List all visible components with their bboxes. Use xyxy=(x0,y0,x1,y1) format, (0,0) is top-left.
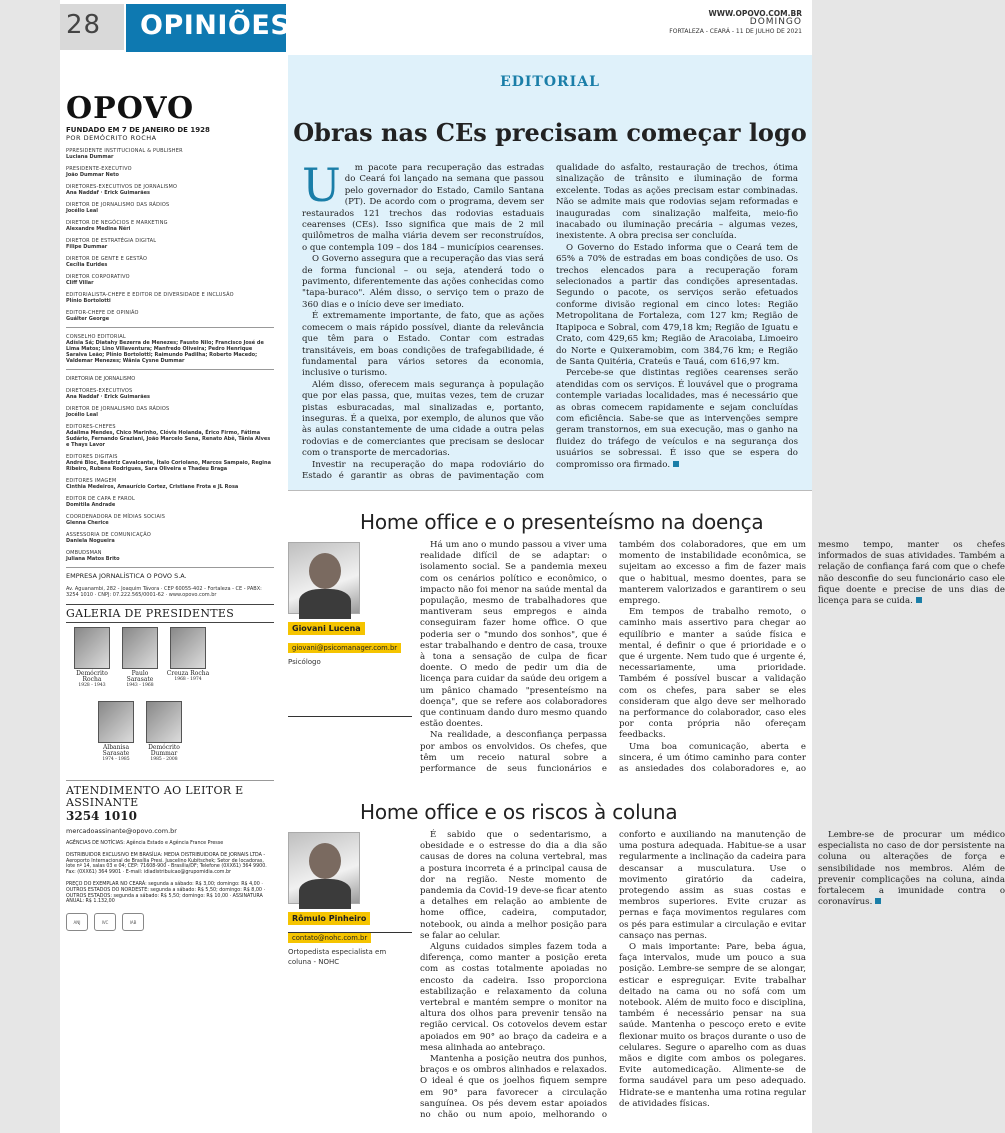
president-photo xyxy=(122,627,158,669)
president-years: 1974 - 1985 xyxy=(102,757,130,762)
staff-entry xyxy=(66,478,274,490)
editorial-paragraph: O Governo assegura que a recuperação das vias será de forma funcional – ou seja, atenderá todo o pavimento, diferentemente das ações conhecidas como "tapa-buraco". Além disso, o serviço tem o prazo de 360 dias e o início deve ser imediato. xyxy=(302,254,544,310)
president-photo xyxy=(170,627,206,669)
news-agencies: AGÊNCIAS DE NOTÍCIAS: Agência Estado e Agência France Presse xyxy=(66,841,224,846)
staff-role: DIRETOR CORPORATIVO xyxy=(66,274,130,280)
editorial-paragraph: Percebe-se que distintas regiões cearenses serão atendidas com os serviços. É louvável que o programa contemple variadas localidades, mas é necessário que as obras comecem rapidamente e sejam concluídas com eficiência. Sabe-se que as intervenções sempre geram transtornos, em sua execução, mas o ganho na fluidez do tráfego de veículos e na segurança dos usuários se sobressai. É isso que se espera do compromisso ora firmado. xyxy=(556,368,798,470)
quote-rule xyxy=(288,716,412,717)
president-card xyxy=(142,701,186,763)
president-photo xyxy=(98,701,134,743)
service-phone[interactable]: 3254 1010 xyxy=(66,809,137,823)
header-weekday: DOMINGO xyxy=(749,17,802,27)
staff-role: DIRETOR DE JORNALISMO DAS RÁDIOS xyxy=(66,202,170,208)
newspaper-page xyxy=(60,0,1005,1133)
quote-rule xyxy=(288,932,412,933)
gallery-title: GALERIA DE PRESIDENTES xyxy=(66,604,274,623)
staff-entry xyxy=(66,406,274,418)
staff-names: Jocélio Leal xyxy=(66,412,98,418)
editorial-paragraph: Além disso, oferecem mais segurança à população que por elas passa, que, muitas vezes, tem de cruzar pistas esburacadas, mal sinalizadas e, portanto, inseguras. É a queixa, por exemplo, de alunos que vão às aulas constantemente de uma cidade a outra pelas rodovias e de comerciantes que precisam se deslocar com o transporte de mercadorias. xyxy=(302,379,544,459)
staff-entry xyxy=(66,166,274,178)
president-years: 1928 - 1943 xyxy=(78,683,106,688)
association-seals xyxy=(66,913,274,931)
article-spine-risks xyxy=(288,800,1005,1130)
staff-entry xyxy=(66,550,274,562)
staff-names: Filipe Dummar xyxy=(66,244,108,250)
council-block xyxy=(66,334,274,364)
editorial-first-paragraph xyxy=(302,158,544,254)
staff-role: DIRETOR DE GENTE E GESTÃO xyxy=(66,256,148,262)
president-name: Creuza Rocha xyxy=(166,670,210,677)
president-name: Demócrito Dummar xyxy=(148,744,180,757)
staff-names: Juliana Matos Brito xyxy=(66,556,120,562)
article-paragraph: Alguns cuidados simples fazem toda a diferença, como manter a posição ereta com as costas totalmente apoiadas no encosto da cadeira. Isso proporciona estabilização e relaxamento da coluna vertebral e mantém sempre o monitor na altura dos olhos para prevenir tensão na região cervical. Os cotovelos devem estar apoiados em 90° ao braço da cadeira e a mesa alinhada ao antebraço. xyxy=(420,942,607,1053)
masthead-sidebar xyxy=(60,55,288,1133)
journalism-staff-list xyxy=(66,388,274,562)
end-mark-icon xyxy=(673,461,679,467)
anj-seal-icon: ANJ xyxy=(66,913,88,931)
staff-names: Plínio Bortolotti xyxy=(66,298,111,304)
president-card xyxy=(94,701,138,763)
editorial-box xyxy=(288,55,812,490)
author-name: Rômulo Pinheiro xyxy=(288,912,370,925)
section-title: OPINIÕES xyxy=(126,4,286,52)
staff-role: COORDENADORA DE MÍDIAS SOCIAIS xyxy=(66,514,166,520)
staff-entry xyxy=(66,202,274,214)
president-name: Albanisa Sarasate xyxy=(102,744,130,757)
president-years: 1985 - 2008 xyxy=(150,757,178,762)
president-photo xyxy=(146,701,182,743)
divider xyxy=(66,567,274,568)
staff-names: Ana Naddaf · Erick Guimarães xyxy=(66,190,150,196)
paragraph-text: m pacote para recuperação das estradas do Ceará foi lançado na semana que passou pelo governador do Estado, Camilo Santana (PT). De acordo com o programa, devem ser restaurados 121 trechos das rodovias estaduais cearenses (CEs). Isso significa que mais de 2 mil quilômetros de malha viária devem ser reconstruídos, o que contempla 109 – dos 184 – municípios cearenses. xyxy=(302,163,544,253)
divider xyxy=(288,490,812,491)
staff-names: Domitila Andrade xyxy=(66,502,116,508)
staff-names: Cecília Eurides xyxy=(66,262,108,268)
author-role: Psicólogo xyxy=(288,658,321,666)
drop-cap: U xyxy=(302,158,341,212)
staff-names: Glenna Cherice xyxy=(66,520,109,526)
council-title: CONSELHO EDITORIAL xyxy=(66,334,126,340)
staff-names: Alexandre Medina Néri xyxy=(66,226,131,232)
ivc-seal-icon: IVC xyxy=(94,913,116,931)
editorial-paragraph: É extremamente importante, de fato, que as ações comecem o mais rápido possível, diante da relevância que têm para o Estado. Contar com estradas transitáveis, em boas condições de trafegabilidade, é fundamental para vários setores da economia, inclusive o turismo. xyxy=(302,311,544,379)
divider xyxy=(66,780,274,781)
end-mark-icon xyxy=(875,898,881,904)
staff-role: OMBUDSMAN xyxy=(66,550,102,556)
staff-entry xyxy=(66,514,274,526)
staff-role: EDITORES-CHEFES xyxy=(66,424,116,430)
journalism-title: DIRETORIA DE JORNALISMO xyxy=(66,376,136,382)
staff-list xyxy=(66,148,274,322)
article-paragraph: É sabido que o sedentarismo, a obesidade e o estresse do dia a dia são causas de dores na coluna vertebral, mas a postura incorreta é a principal causa de dor na região. Neste momento de pandemia da Covid-19 deve-se ficar atento a detalhes em relação ao ambiente de home office, cadeira, computador, notebook, ou ainda a melhor posição para se falar ao celular. xyxy=(420,830,607,941)
staff-role: EDITOR DE CAPA E FAROL xyxy=(66,496,135,502)
divider xyxy=(66,369,274,370)
staff-names: Luciana Dummar xyxy=(66,154,114,160)
distribution-info: DISTRIBUIDOR EXCLUSIVO EM BRASÍLIA: MEDIA DISTRIBUIDORA DE JORNAIS LTDA - Aeroporto Internacional de Brasília Presi. Juscelino Kubitschek; Setor de locadoras, lote nº 14, salas 03 e 04; CEP: 71608-900 - Brasília/DF; Telefone (0XX61) 364 9900. Fax: (0XX61) 364 9901 · E-mail: idiadistribuicao@grupomidia.com.br xyxy=(66,852,267,876)
founded-line: FUNDADO EM 7 DE JANEIRO DE 1928 xyxy=(66,126,210,134)
article-body xyxy=(420,830,1005,1126)
article-paragraph: Uma boa comunicação, aberta e sincera, é um ótimo caminho para conter as ansiedades dos colaboradores e, ao mesmo tempo, manter os chefes informados de suas atividades. Também a relação de confiança fará com que o chefe não desconfie do seu funcionário caso ele fique doente e precise de uns dias de licença para se cuida. xyxy=(619,540,1005,775)
editorial-label: EDITORIAL xyxy=(500,74,600,90)
service-email[interactable]: mercadoassinante@opovo.com.br xyxy=(66,827,177,835)
author-photo xyxy=(288,542,360,614)
staff-role: EDITORIALISTA-CHEFE E EDITOR DE DIVERSIDADE E INCLUSÃO xyxy=(66,292,234,298)
editorial-paragraph: Investir na recuperação do mapa rodoviário do Estado é garantir as obras de pavimentação com qualidade do asfalto, restauração de trechos, ótima sinalização de trânsito e iluminação de forma excelente. Todas as ações precisam estar combinadas. Não se admite mais que rodovias sejam reformadas e inauguradas com sinalização malfeita, meio-fio inacabado ou iluminação precária – algumas vezes, inexistente. A obra precisa ser concluída. xyxy=(302,163,798,481)
price-info: PREÇO DO EXEMPLAR NO CEARÁ: segunda a sábado: R$ 3,00; domingo: R$ 4,00 · OUTROS ESTADOS DO NORDESTE: segunda a sábado: R$ 5,50; domingo: R$ 8,00 · OUTROS ESTADOS: segunda a sábado: R$ 5,50; domingo: R$ 10,00 · ASSINATURA ANUAL: R$ 1.132,00 xyxy=(66,881,266,905)
staff-entry xyxy=(66,292,274,304)
staff-role: PRESIDENTE-EXECUTIVO xyxy=(66,166,132,172)
staff-role: EDITORES DIGITAIS xyxy=(66,454,118,460)
staff-names: André Bloc, Beatriz Cavalcante, Ítalo Coriolano, Marcos Sampaio, Regina Ribeiro, Rubens Rodrigues, Sara Oliveira e Thadeu Braga xyxy=(66,460,271,472)
staff-names: Guálter George xyxy=(66,316,110,322)
founder-line: POR DEMÓCRITO ROCHA xyxy=(66,134,157,142)
company-address: Av. Aguanambi, 282 - Joaquim Távora · CEP 60055-402 - Fortaleza - CE - PABX: 3254 1010 · CNPJ: 07.222.565/0001-62 · www.opovo.com.br xyxy=(66,586,262,598)
author-block xyxy=(288,832,406,967)
president-card xyxy=(118,627,162,689)
staff-names: Cinthia Medeiros, Amaurício Cortez, Cristiane Frota e JL Rosa xyxy=(66,484,239,490)
author-block xyxy=(288,542,406,667)
staff-names: Adailma Mendes, Chico Marinho, Clóvis Holanda, Érico Firmo, Fátima Sudário, Fernando Graziani, João Marcelo Sena, Renato Abê, Tânia Alves e Thays Lavor xyxy=(66,430,271,448)
council-names: Adísia Sá; Diatahy Bezerra de Menezes; Fausto Nilo; Francisco José de Lima Matos; Lino Villaventura; Manfredo Oliveira; Pedro Henrique Saraiva Leão; Plínio Bortolotti; Raimundo Padilha; Roberto Macedo; Valdemar Menezes; Wânia Cysne Dummar xyxy=(66,340,264,364)
editorial-body xyxy=(302,158,798,485)
presidents-gallery xyxy=(66,623,274,775)
president-name: Paulo Sarasate xyxy=(126,670,154,683)
header-url[interactable]: WWW.OPOVO.COM.BR xyxy=(708,9,802,18)
article-paragraph: Em tempos de trabalho remoto, o caminho mais assertivo para chegar ao equilíbrio e manter a saúde física e mental, é definir o que é prioridade e o que é urgente. Nem tudo que é urgente é, necessariamente, uma prioridade. Também é possível buscar a validação com os chefes, para saber se eles consideram que algo deve ser melhorado na performance do colaborador, caso eles por conta própria não ofereçam feedbacks. xyxy=(619,607,806,741)
staff-names: Ana Naddaf · Erick Guimarães xyxy=(66,394,150,400)
staff-role: DIRETORES-EXECUTIVOS DE JORNALISMO xyxy=(66,184,178,190)
staff-role: DIRETORES-EXECUTIVOS xyxy=(66,388,133,394)
staff-names: Daniela Nogueira xyxy=(66,538,115,544)
editorial-paragraph: O Governo do Estado informa que o Ceará tem de 65% a 70% de estradas em boas condições de uso. Os trechos elencados para a recuperação foram selecionados a partir das condições apresentadas. Segundo o pacote, os serviços serão efetuados conforme divisão regional em cinco lotes: Região Metropolitana de Fortaleza, com 127 km; Região de Itapipoca e Sobral, com 479,18 km; Região de Iguatu e Crato, com 429,65 km; Região de Aracoiaba, Limoeiro do Norte e Quixeramobim, com 384,76 km; e Região de Santa Quitéria, Crateús e Tauá, com 616,97 km. xyxy=(556,242,798,367)
article-paragraph: Lembre-se de procurar um médico especialista no caso de dor persistente na coluna ou alterações de força e sensibilidade nos membros. Além de prevenir complicações na coluna, ainda fortalecem a imunidade contra o coronavírus. xyxy=(818,830,1005,908)
president-photo xyxy=(74,627,110,669)
staff-entry xyxy=(66,310,274,322)
article-body xyxy=(420,540,1005,785)
article-paragraph: O mais importante: Pare, beba água, faça intervalos, mude um pouco a sua posição. Lembre-se sempre de se alongar, esticar e espreguiçar. Evite trabalhar deitado na cama ou no sofá com um notebook. Além de muito foco e disciplina, também é necessário pensar na sua saúde. Mantenha o pescoço ereto e evite flexionar muito os braços durante o uso de celulares. Segure o aparelho com as duas mãos e digite com ambos os polegares. Evite automedicação. Alimente-se de forma saudável para um peso adequado. Hidrate-se e mantenha uma rotina regular de atividades físicas. xyxy=(619,942,806,1109)
author-email[interactable]: giovani@psicomanager.com.br xyxy=(288,643,401,653)
president-card xyxy=(70,627,114,689)
staff-role: DIRETOR DE JORNALISMO DAS RÁDIOS xyxy=(66,406,170,412)
newspaper-logo: OPOVO xyxy=(66,91,195,126)
end-mark-icon xyxy=(916,597,922,603)
header-date: FORTALEZA - CEARÁ - 11 DE JULHO DE 2021 xyxy=(669,28,802,35)
article-paragraph: Há um ano o mundo passou a viver uma realidade difícil de se adaptar: o isolamento social. Se a pandemia mexeu com os cenários político e econômico, o impacto não foi menor na saúde mental da população, mesmo de trabalhadores que mantiveram seus empregos e ainda conseguiram fazer home office. O que poderia ser o "mundo dos sonhos", que é estar trabalhando e dentro de casa, trouxe à tona a sensação de culpa de ficar doente. O medo de pedir um dia de licença para cuidar da saúde deu origem a um pânico chamado "presenteísmo na doença", que se refere aos colaboradores que continuam dando duro mesmo quando estão doentes. xyxy=(420,540,607,730)
staff-entry xyxy=(66,424,274,448)
service-title: ATENDIMENTO AO LEITOR E ASSINANTE xyxy=(66,784,244,809)
staff-entry xyxy=(66,148,274,160)
staff-names: Cliff Villar xyxy=(66,280,94,286)
author-email[interactable]: contato@nohc.com.br xyxy=(288,933,371,943)
article-title: Home office e os riscos à coluna xyxy=(360,800,678,824)
staff-entry xyxy=(66,184,274,196)
staff-entry xyxy=(66,496,274,508)
author-role: Ortopedista especialista em coluna - NOHC xyxy=(288,948,387,966)
staff-entry xyxy=(66,388,274,400)
header-right xyxy=(669,9,802,36)
staff-entry xyxy=(66,220,274,232)
president-years: 1968 - 1974 xyxy=(174,677,202,682)
staff-role: EDITOR-CHEFE DE OPINIÃO xyxy=(66,310,139,316)
article-paragraph: Mantenha a posição neutra dos punhos, braços e os ombros alinhados e relaxados. O ideal é que os joelhos fiquem sempre em 90° para favorecer a circulação sanguínea. Os pés devem estar apoiados no chão ou num apoio, melhorando o conforto e auxiliando na manutenção de uma postura adequada. Habitue-se a usar regularmente a inclinação da cadeira para descansar a musculatura. Use o movimento giratório da cadeira, protegendo assim as suas costas e membros superiores. Evite cruzar as pernas e faça movimentos regulares com os pés para estimular a circulação e evitar cansaço nas pernas. xyxy=(420,830,806,1121)
president-years: 1943 - 1968 xyxy=(126,683,154,688)
staff-entry xyxy=(66,532,274,544)
article-presenteeism xyxy=(288,510,1005,790)
editorial-title: Obras nas CEs precisam começar logo xyxy=(293,118,807,147)
staff-role: DIRETOR DE ESTRATÉGIA DIGITAL xyxy=(66,238,157,244)
author-name: Giovani Lucena xyxy=(288,622,365,635)
staff-names: Jocélio Leal xyxy=(66,208,98,214)
staff-names: João Dummar Neto xyxy=(66,172,119,178)
article-title: Home office e o presenteísmo na doença xyxy=(360,510,764,534)
company-name: EMPRESA JORNALÍSTICA O POVO S.A. xyxy=(66,572,187,580)
staff-entry xyxy=(66,454,274,472)
staff-entry xyxy=(66,274,274,286)
staff-role: EDITORES IMAGEM xyxy=(66,478,117,484)
page-header xyxy=(60,0,812,55)
president-name: Demócrito Rocha xyxy=(76,670,108,683)
author-photo xyxy=(288,832,360,904)
staff-role: PPRESIDENTE INSTITUCIONAL & PUBLISHER xyxy=(66,148,183,154)
staff-role: ASSESSORIA DE COMUNICAÇÃO xyxy=(66,532,151,538)
staff-entry xyxy=(66,256,274,268)
iab-seal-icon: IAB xyxy=(122,913,144,931)
president-card xyxy=(166,627,210,683)
staff-role: DIRETOR DE NEGÓCIOS E MARKETING xyxy=(66,220,168,226)
article-paragraph: Na realidade, a desconfiança perpassa por ambos os envolvidos. Os chefes, que têm um receio natural sobre a performance de seus funcionários e também dos colaboradores, que em um momento de instabilidade econômica, se sujeitam ao excesso a fim de fazer mais que o habitual, mesmo doentes, para se manterem valorizados e garantirem o seu emprego. xyxy=(420,540,806,775)
staff-entry xyxy=(66,238,274,250)
divider xyxy=(66,327,274,328)
page-number: 28 xyxy=(60,4,124,50)
